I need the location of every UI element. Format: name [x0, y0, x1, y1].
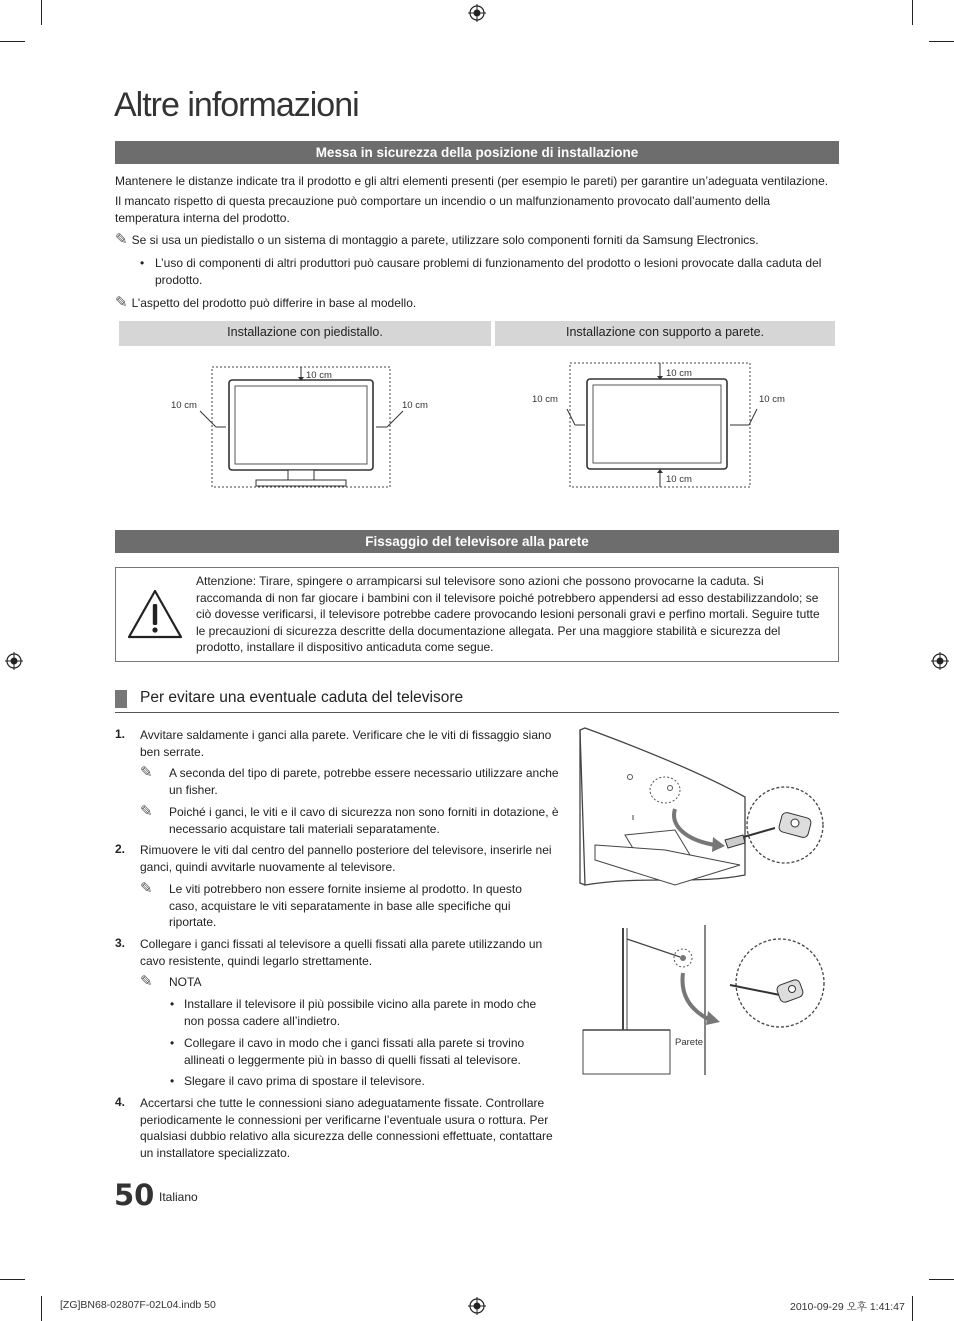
pencil-note-icon: ✎ — [115, 231, 128, 248]
subsection-title: Per evitare una eventuale caduta del televisore — [140, 689, 464, 706]
note-label: NOTA — [169, 975, 202, 989]
warning-label: Attenzione — [196, 574, 253, 588]
note — [140, 765, 157, 782]
step-text: Accertarsi che tutte le connessioni siano adeguatamente fissate. Controllare periodicamente le connessioni per verificarne l’eventuale usura o rottura. Per qualsiasi dubbio relativo alla sicurezza delle connessioni effettuate, contattare un installatore specializzato. — [140, 1096, 553, 1160]
footer-date: 2010-09-29 오후 1:41:47 — [790, 1301, 905, 1313]
page-number: 50 — [114, 1178, 155, 1212]
stand-installation-diagram — [160, 355, 460, 490]
note — [115, 295, 839, 312]
step-text: Rimuovere le viti dal centro del pannello posteriore del televisore, inserirle nei ganci, quindi avvitarle nuovamente al televisore. — [140, 843, 552, 874]
note — [140, 881, 157, 898]
column-header-wall: Installazione con supporto a parete. — [495, 321, 835, 346]
dimension-label: 10 cm — [666, 368, 692, 379]
note-text: Le viti potrebbero non essere fornite insieme al prodotto. In questo caso, acquistare le viti separatamente in base alle specifiche qui riportate. — [169, 882, 522, 929]
crop-mark — [0, 1279, 25, 1280]
subsection-heading — [115, 688, 839, 713]
wall-label: Parete — [675, 1037, 703, 1048]
column-header-stand: Installazione con piedistallo. — [119, 321, 491, 346]
crop-mark — [41, 0, 42, 25]
registration-mark-icon — [468, 1297, 486, 1315]
heading-marker — [115, 690, 127, 708]
dimension-label: 10 cm — [171, 400, 197, 411]
paragraph: Mantenere le distanze indicate tra il prodotto e gli altri elementi presenti (per esempio le pareti) per garantire un’adeguata ventilazione. — [115, 174, 829, 188]
registration-mark-icon — [931, 652, 949, 670]
wall-installation-diagram — [525, 355, 805, 495]
dimension-label: 10 cm — [666, 474, 692, 485]
note — [140, 974, 157, 991]
note-text: L’aspetto del prodotto può differire in base al modello. — [131, 296, 417, 310]
bullet-marker: • — [170, 1074, 175, 1088]
warning-text — [196, 573, 826, 656]
step-number: 1. — [115, 727, 126, 741]
pencil-note-icon: ✎ — [140, 803, 153, 820]
tv-back-hook-illustration — [575, 725, 835, 895]
crop-mark — [912, 0, 913, 25]
dimension-label: 10 cm — [306, 370, 332, 381]
bullet-marker: • — [170, 997, 175, 1011]
pencil-note-icon: ✎ — [140, 764, 153, 781]
step-text: Collegare i ganci fissati al televisore a quelli fissati alla parete utilizzando un cavo resistente, quindi legarlo strettamente. — [140, 937, 543, 968]
step-number: 4. — [115, 1095, 126, 1109]
page-title: Altre informazioni — [114, 86, 359, 124]
crop-mark — [929, 1279, 954, 1280]
bullet-marker: • — [140, 256, 145, 270]
pencil-note-icon: ✎ — [140, 880, 153, 897]
bullet-text: Collegare il cavo in modo che i ganci fissati alla parete si trovino allineati o leggermente più in basso di quelli fissati al televisore. — [184, 1036, 525, 1067]
crop-mark — [0, 41, 25, 42]
dimension-label: 10 cm — [759, 394, 785, 405]
dimension-label: 10 cm — [532, 394, 558, 405]
crop-mark — [912, 1296, 913, 1321]
note-text: A seconda del tipo di parete, potrebbe essere necessario utilizzare anche un fisher. — [169, 766, 559, 797]
crop-mark — [41, 1296, 42, 1321]
tv-wall-cable-illustration — [580, 925, 840, 1080]
bullet-text: Installare il televisore il più possibile vicino alla parete in modo che non possa cadere all’indietro. — [184, 997, 537, 1028]
section-heading-installation: Messa in sicurezza della posizione di installazione — [115, 141, 839, 164]
paragraph: Il mancato rispetto di questa precauzione può comportare un incendio o un malfunzionamento provocato dall’aumento della temperatura interna del prodotto. — [115, 194, 771, 225]
step-text: Avvitare saldamente i ganci alla parete. Verificare che le viti di fissaggio siano ben serrate. — [140, 728, 552, 759]
bullet-marker: • — [170, 1036, 175, 1050]
note — [140, 804, 157, 821]
crop-mark — [929, 41, 954, 42]
dimension-label: 10 cm — [402, 400, 428, 411]
footer-file: [ZG]BN68-02807F-02L04.indb 50 — [60, 1299, 216, 1311]
bullet-text: Slegare il cavo prima di spostare il televisore. — [184, 1074, 425, 1088]
registration-mark-icon — [5, 652, 23, 670]
pencil-note-icon: ✎ — [115, 294, 128, 311]
warning-body: : Tirare, spingere o arrampicarsi sul televisore sono azioni che possono provocarne la caduta. Si raccomanda di non far giocare i bambini con il televisore poiché potrebbero appendersi ad esso destabilizzandolo; se ciò dovesse verificarsi, il televisore potrebbe cadere provocando lesioni personali gravi e perfino mortali. Seguire tutte le precauzioni di sicurezza descritte della documentazione allegata. Per una maggiore stabilità e sicurezza del prodotto, installare il dispositivo anticaduta come segue. — [196, 574, 820, 654]
note — [115, 232, 839, 249]
page-language: Italiano — [159, 1190, 198, 1204]
warning-box — [115, 567, 839, 662]
note-text: Se si usa un piedistallo o un sistema di montaggio a parete, utilizzare solo componenti forniti da Samsung Electronics. — [131, 233, 759, 247]
note-text: Poiché i ganci, le viti e il cavo di sicurezza non sono forniti in dotazione, è necessario acquistare tali materiali separatamente. — [169, 805, 559, 836]
registration-mark-icon — [468, 4, 486, 22]
step-number: 2. — [115, 842, 126, 856]
bullet-text: L’uso di componenti di altri produttori può causare problemi di funzionamento del prodotto o lesioni provocate dalla caduta del prodotto. — [155, 256, 822, 287]
section-heading-wall-fixing: Fissaggio del televisore alla parete — [115, 530, 839, 553]
warning-triangle-icon — [126, 588, 184, 640]
pencil-note-icon: ✎ — [140, 973, 153, 990]
step-number: 3. — [115, 936, 126, 950]
